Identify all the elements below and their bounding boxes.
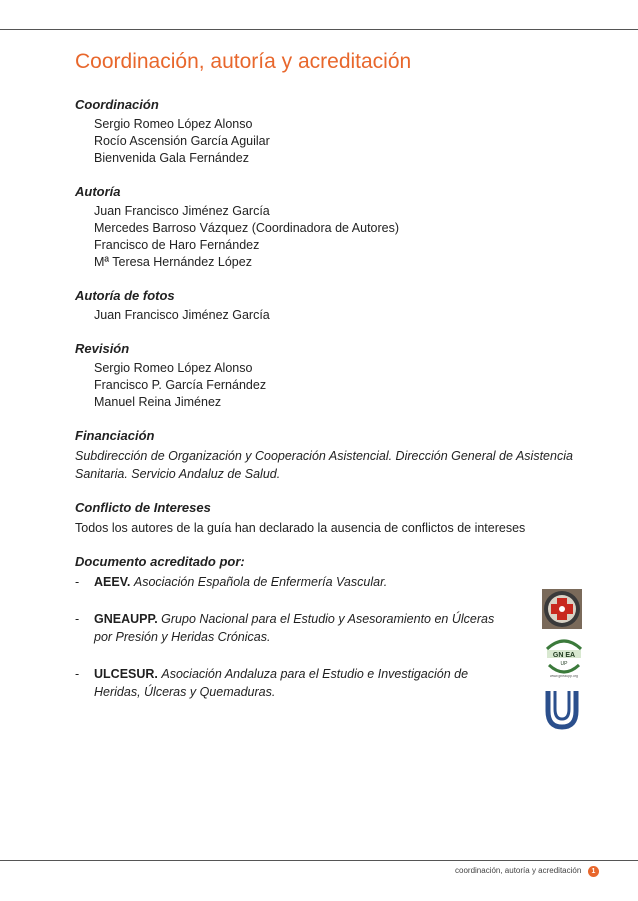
org-name: Asociación Española de Enfermería Vascular. [133, 575, 388, 589]
accreditation-item-gneaupp [75, 610, 595, 646]
person: Rocío Ascensión García Aguilar [94, 134, 270, 148]
footer-text: coordinación, autoría y acreditación [455, 866, 582, 875]
accreditation-item-aeev [75, 573, 595, 591]
person: Francisco de Haro Fernández [94, 238, 260, 252]
list-dash: - [75, 612, 80, 626]
ulcesur-logo [543, 687, 581, 731]
org-name: Asociación Andaluza para el Estudio e Investigación de Heridas, Úlceras y Quemaduras. [94, 667, 469, 699]
section-conflicto [75, 499, 595, 537]
section-financiacion [75, 427, 595, 483]
section-heading: Autoría [75, 184, 121, 199]
top-rule [0, 29, 638, 30]
person: Juan Francisco Jiménez García [94, 308, 270, 322]
content [75, 96, 595, 720]
list-dash: - [75, 575, 80, 589]
section-heading: Autoría de fotos [75, 288, 175, 303]
bottom-rule [0, 860, 638, 861]
person: Francisco P. García Fernández [94, 378, 267, 392]
section-autoria [75, 183, 595, 271]
person: Sergio Romeo López Alonso [94, 117, 253, 131]
gneaupp-logo-url: www.gneaupp.org [549, 674, 579, 678]
gneaupp-logo-sub: UP [560, 661, 568, 667]
person: Bienvenida Gala Fernández [94, 151, 249, 165]
section-heading: Revisión [75, 341, 130, 356]
funding-text: Subdirección de Organización y Cooperación Asistencial. Dirección General de Asistencia Sanitaria. Servicio Andaluz de Salud. [75, 449, 573, 481]
person: Juan Francisco Jiménez García [94, 204, 270, 218]
page-number-badge: 1 [588, 866, 599, 877]
section-autoria-fotos [75, 287, 595, 324]
page-title: Coordinación, autoría y acreditación [75, 50, 412, 73]
person: Mercedes Barroso Vázquez (Coordinadora de Autores) [94, 221, 400, 235]
section-acreditacion [75, 553, 595, 701]
person: Manuel Reina Jiménez [94, 395, 222, 409]
section-revision [75, 340, 595, 411]
section-coordinacion [75, 96, 595, 167]
section-heading: Documento acreditado por: [75, 554, 245, 569]
section-heading: Financiación [75, 428, 155, 443]
list-dash: - [75, 667, 80, 681]
section-heading: Coordinación [75, 97, 159, 112]
person: Sergio Romeo López Alonso [94, 361, 253, 375]
org-abbr: GNEAUPP. [94, 612, 158, 626]
person: Mª Teresa Hernández López [94, 255, 252, 269]
accreditation-item-ulcesur [75, 665, 595, 701]
conflict-text: Todos los autores de la guía han declarado la ausencia de conflictos de intereses [75, 521, 526, 535]
aeev-logo [542, 589, 582, 629]
org-abbr: ULCESUR. [94, 667, 158, 681]
section-heading: Conflicto de Intereses [75, 500, 211, 515]
gneaupp-logo-text: GN EA [552, 652, 576, 659]
gneaupp-logo [541, 635, 587, 681]
org-abbr: AEEV. [94, 575, 131, 589]
org-name: Grupo Nacional para el Estudio y Asesoramiento en Úlceras por Presión y Heridas Crónicas. [94, 612, 495, 644]
